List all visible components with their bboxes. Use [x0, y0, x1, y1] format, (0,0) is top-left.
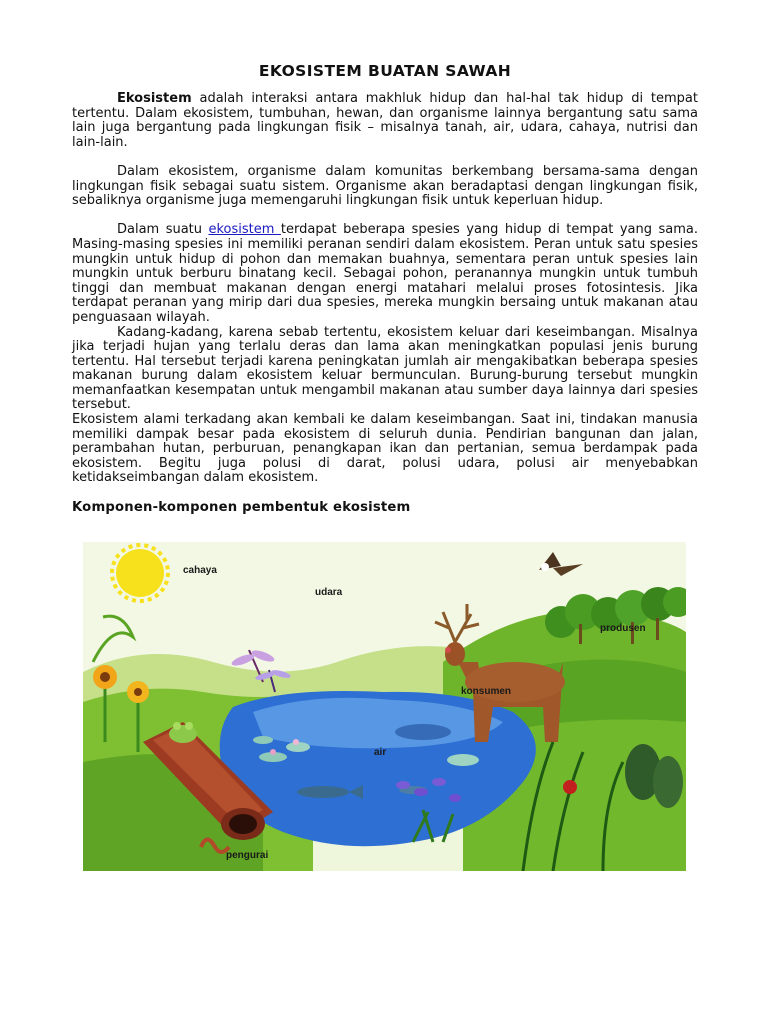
label-produsen: produsen [600, 623, 646, 634]
paragraph-1-text: adalah interaksi antara makhluk hidup dan hal-hal tak hidup di tempat tertentu. Dalam ekosistem, tumbuhan, hewan, dan organisme lainnya bergantung satu sama lain juga bergantung pada lingkungan fisik – misalnya tanah, air, udara, cahaya, nutrisi dan lain-lain. [72, 91, 698, 150]
document-page [72, 62, 698, 515]
frog [169, 722, 197, 743]
ekosistem-link[interactable]: ekosistem [208, 222, 281, 238]
label-cahaya: cahaya [183, 565, 217, 576]
section-heading: Komponen-komponen pembentuk ekosistem [72, 500, 411, 516]
label-udara: udara [315, 587, 343, 598]
paragraph-3-before: Dalam suatu [117, 222, 209, 238]
ecosystem-illustration [83, 542, 686, 871]
paragraph-5: Ekosistem alami terkadang akan kembali ke dalam keseimbangan. Saat ini, tindakan manusia memiliki dampak besar pada ekosistem di seluruh dunia. Pendirian bangunan dan jalan, perambahan hutan, perburuan, penangkapan ikan dan pertanian, semua berdampak pada ekosistem. Begitu juga polusi di darat, polusi udara, polusi air menyebabkan ketidakseimbangan dalam ekosistem. [72, 412, 698, 486]
paragraph-1 [72, 92, 698, 150]
label-konsumen: konsumen [461, 686, 512, 697]
paragraph-2: Dalam ekosistem, organisme dalam komunitas berkembang bersama-sama dengan lingkungan fisik sebagai suatu sistem. Organisme akan beradaptasi dengan lingkungan fisik, sebaliknya organisme juga memengaruhi lingkungan fisik untuk keperluan hidup. [72, 163, 698, 209]
label-pengurai: pengurai [226, 850, 269, 861]
paragraph-3 [72, 223, 698, 325]
page-title: EKOSISTEM BUATAN SAWAH [258, 62, 512, 80]
term-ekosistem: Ekosistem [117, 91, 192, 106]
paragraph-4: Kadang-kadang, karena sebab tertentu, ekosistem keluar dari keseimbangan. Misalnya jika terjadi hujan yang terlalu deras dan lama akan meningkatkan populasi jenis burung tertentu. Hal tersebut terjadi karena peningkatan jumlah air mengakibatkan beberapa spesies makanan burung dalam ekosistem keluar bermunculan. Burung-burung tersebut mungkin memanfaatkan kesempatan untuk mengambil makanan atau sumber daya lainnya dari spesies tersebut. [72, 324, 698, 413]
paragraph-3-text: terdapat beberapa spesies yang hidup di tempat yang sama. Masing-masing spesies ini memiliki peranan sendiri dalam ekosistem. Peran untuk satu spesies mungkin untuk hidup di pohon dan memakan buahnya, sementara peran untuk spesies lain mungkin untuk berburu binatang kecil. Sebagai pohon, peranannya mungkin untuk tumbuh tinggi dan membuat makanan dengan energi matahari melalui proses fotosintesis. Jika terdapat peranan yang mirip dari dua spesies, mereka mungkin bersaing untuk makanan atau penguasaan wilayah. [72, 222, 698, 325]
ecosystem-scene [83, 542, 686, 871]
label-air: air [374, 747, 387, 758]
